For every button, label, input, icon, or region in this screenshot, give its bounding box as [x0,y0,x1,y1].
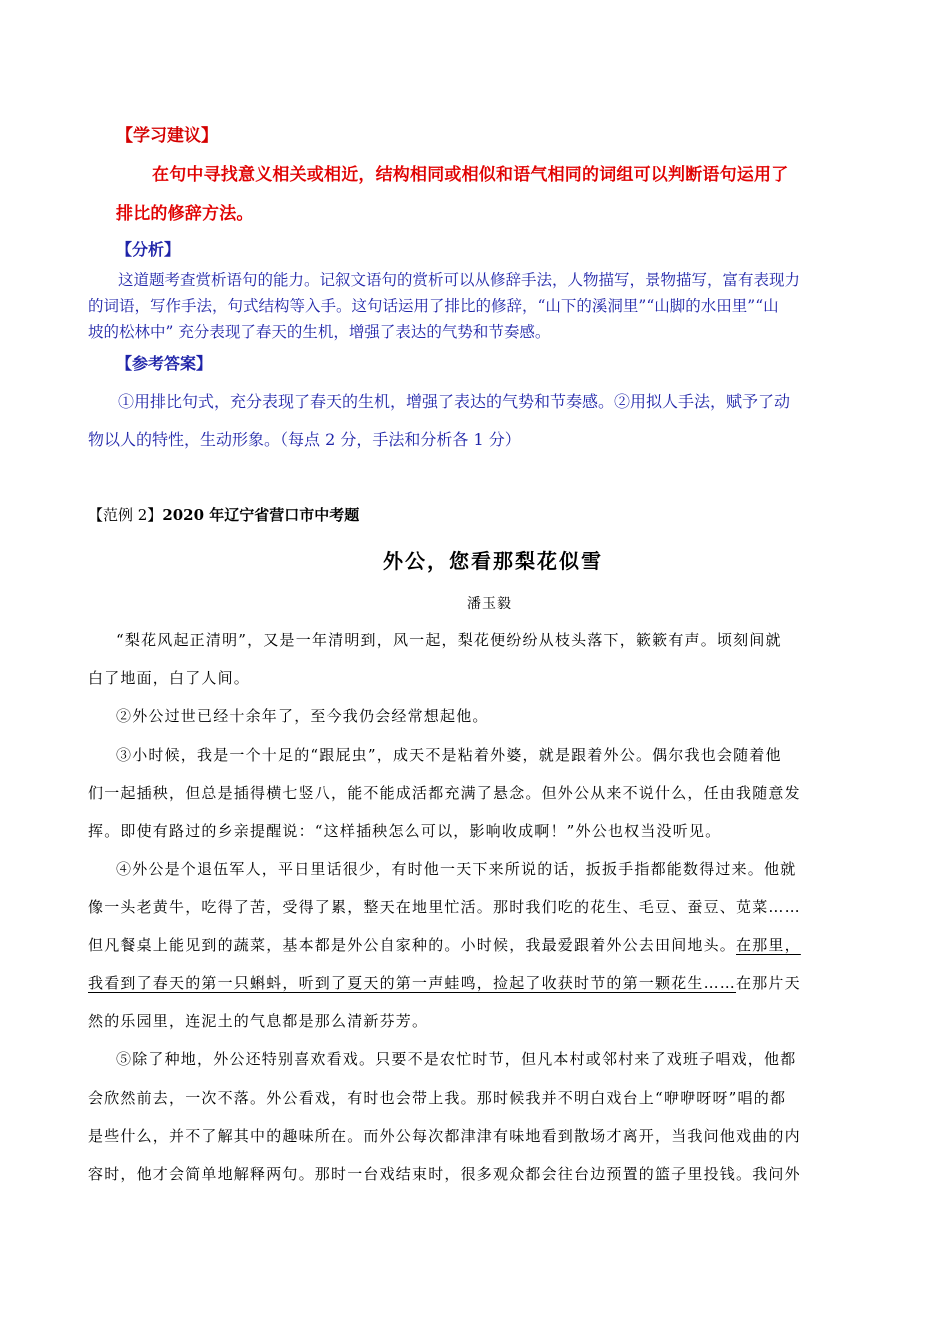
underlined-sentence: 在那里， [736,936,801,954]
answer-heading: 【参考答案】 [116,354,213,373]
analysis-line: 坡的松林中” 充分表现了春天的生机，增强了表达的气势和节奏感。 [88,323,551,341]
article-paragraph-line: 像一头老黄牛，吃得了苦，受得了累，整天在地里忙活。那时我们吃的花生、毛豆、蚕豆、苋菜…… [88,898,801,916]
article-text-run: 在那片天 [736,974,801,992]
article-paragraph-line: 容时，他才会简单地解释两句。那时一台戏结束时，很多观众都会往台边预置的篮子里投钱。我问外 [88,1165,801,1183]
article-paragraph-line: “梨花风起正清明”，又是一年清明到，风一起，梨花便纷纷从枝头落下，簌簌有声。顷刻间就 [116,631,782,649]
article-paragraph-line: ②外公过世已经十余年了，至今我仍会经常想起他。 [116,707,489,725]
analysis-line: 的词语，写作手法，句式结构等入手。这句话运用了排比的修辞，“山下的溪洞里”“山脚的水田里”“山 [88,297,779,315]
study-tip-line: 在句中寻找意义相关或相近，结构相同或相似和语气相同的词组可以判断语句运用了 [152,165,789,185]
analysis-heading: 【分析】 [116,240,181,259]
study-tip-heading: 【学习建议】 [116,126,218,146]
article-paragraph-line: ③小时候，我是一个十足的“跟屁虫”，成天不是粘着外婆，就是跟着外公。偶尔我也会随着他 [116,746,782,764]
article-paragraph-line: 是些什么，并不了解其中的趣味所在。而外公每次都津津有味地看到散场才离开，当我问他戏曲的内 [88,1127,801,1145]
article-paragraph-line: 挥。即使有路过的乡亲提醒说：“这样插秧怎么可以，影响收成啊！”外公也权当没听见。 [88,822,722,840]
article-paragraph-line [88,934,801,955]
answer-line: 物以人的特性，生动形象。（每点 2 分，手法和分析各 1 分） [88,430,521,449]
article-paragraph-line: ④外公是个退伍军人，平日里话很少，有时他一天下来所说的话，扳扳手指都能数得过来。他就 [116,860,797,878]
study-tip-line: 排比的修辞方法。 [116,204,254,224]
article-author: 潘玉毅 [467,596,512,612]
article-title: 外公，您看那梨花似雪 [383,549,603,573]
article-text-run: 但凡餐桌上能见到的蔬菜，基本都是外公自家种的。小时候，我最爱跟着外公去田间地头。 [88,936,737,954]
analysis-line: 这道题考查赏析语句的能力。记叙文语句的赏析可以从修辞手法，人物描写，景物描写，富有表现力 [118,271,801,289]
answer-line: ①用排比句式，充分表现了春天的生机，增强了表达的气势和节奏感。②用拟人手法，赋予了动 [118,392,791,411]
article-paragraph-line: ⑤除了种地，外公还特别喜欢看戏。只要不是农忙时节，但凡本村或邻村来了戏班子唱戏，他都 [116,1050,797,1068]
article-paragraph-line: 白了地面，白了人间。 [88,669,251,687]
example-label [88,504,359,525]
article-paragraph-line: 然的乐园里，连泥土的气息都是那么清新芬芳。 [88,1012,429,1030]
example-label-bracket: 【范例 2】 [88,506,163,524]
article-paragraph-line: 会欣然前去，一次不落。外公看戏，有时也会带上我。那时候我并不明白戏台上“咿咿呀呀”唱的都 [88,1089,787,1107]
article-paragraph-line [88,972,801,993]
article-paragraph-line: 们一起插秧，但总是插得横七竖八，能不能成活都充满了悬念。但外公从来不说什么，任由我随意发 [88,784,801,802]
underlined-sentence: 我看到了春天的第一只蝌蚪，听到了夏天的第一声蛙鸣，捡起了收获时节的第一颗花生…… [88,974,737,992]
example-label-text: 2020 年辽宁省营口市中考题 [162,506,360,524]
